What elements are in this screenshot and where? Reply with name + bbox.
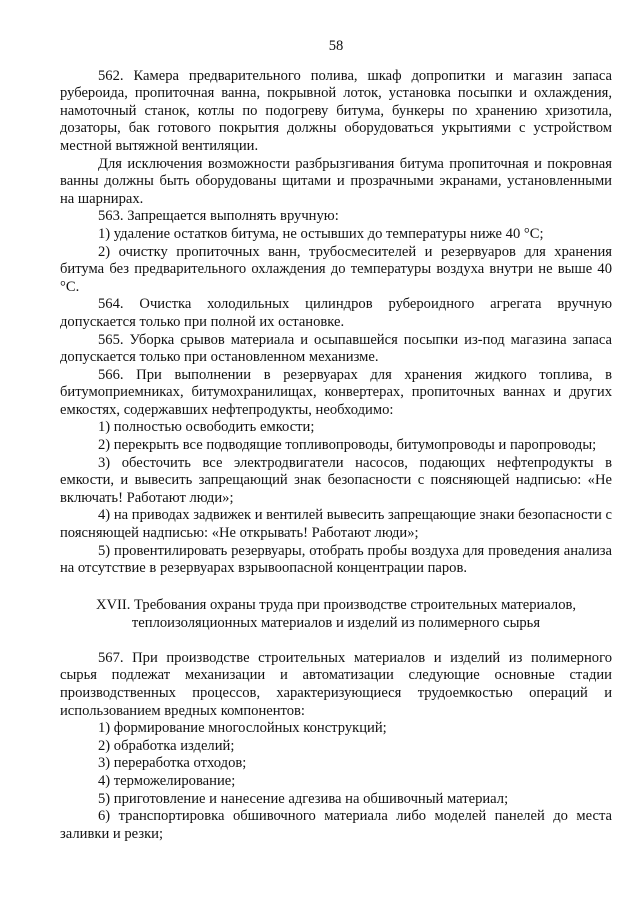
section-heading-line-1: XVII. Требования охраны труда при производстве строительных материалов, xyxy=(95,596,577,613)
paragraph-566: 566. При выполнении в резервуарах для хранения жидкого топлива, в битумоприемниках, битумохранилищах, конвертерах, пропиточных ваннах и других емкостях, содержавших нефтепродукты, необходимо: xyxy=(60,366,612,418)
list-item-563-1: 1) удаление остатков битума, не остывших до температуры ниже 40 °C; xyxy=(98,225,544,242)
text-block-items-562-566 xyxy=(60,68,612,578)
list-item-567-1: 1) формирование многослойных конструкций; xyxy=(98,720,387,737)
list-item-567-6: 6) транспортировка обшивочного материала либо моделей панелей до места заливки и резки; xyxy=(60,808,612,842)
list-item-566-2: 2) перекрыть все подводящие топливопроводы, битумопроводы и паропроводы; xyxy=(98,437,597,454)
paragraph-563: 563. Запрещается выполнять вручную: xyxy=(98,208,339,225)
paragraph-565: 565. Уборка срывов материала и осыпавшейся посыпки из-под магазина запаса допускается только при остановленном механизме. xyxy=(60,331,612,366)
paragraph-562: 562. Камера предварительного полива, шкаф допропитки и магазин запаса рубероида, пропиточная ванна, покрывной лоток, установка посыпки и охлаждения, намоточный станок, котлы по подогреву битума, бункеры по хранению хризотила, дозаторы, бак готового покрытия должны оборудоваться укрытиями с устройством местной вытяжной вентиляции. xyxy=(60,67,612,154)
list-item-566-3: 3) обесточить все электродвигатели насосов, подающих нефтепродукты в емкости, и вывесить запрещающий знак безопасности с поясняющей надписью: «Не включать! Работают люди»; xyxy=(60,454,612,506)
paragraph-567: 567. При производстве строительных материалов и изделий из полимерного сырья подлежат механизации и автоматизации следующие основные стадии производственных процессов, характеризующиеся трудоемкостью операций и использованием вредных компонентов: xyxy=(60,649,612,719)
section-heading-line-2: теплоизоляционных материалов и изделий из полимерного сырья xyxy=(131,614,541,631)
list-item-567-3: 3) переработка отходов; xyxy=(98,755,247,772)
section-heading-xvii xyxy=(60,596,612,632)
list-item-567-5: 5) приготовление и нанесение адгезива на обшивочный материал; xyxy=(98,790,509,807)
paragraph-562-note: Для исключения возможности разбрызгивания битума пропиточная и покровная ванны должны быть оборудованы щитами и прозрачными экранами, установленными на шарнирах. xyxy=(60,155,612,207)
list-item-566-4: 4) на приводах задвижек и вентилей вывесить запрещающие знаки безопасности с поясняющей надписью: «Не открывать! Работают люди»; xyxy=(60,507,612,542)
page-number: 58 xyxy=(328,38,344,54)
list-item-563-2: 2) очистку пропиточных ванн, трубосмесителей и резервуаров для хранения битума без предварительного охлаждения до температуры воздуха внутри не выше 40 °C. xyxy=(60,243,612,295)
list-item-566-1: 1) полностью освободить емкости; xyxy=(98,419,315,436)
list-item-567-2: 2) обработка изделий; xyxy=(98,737,235,754)
paragraph-564: 564. Очистка холодильных цилиндров рубероидного агрегата вручную допускается только при полной их остановке. xyxy=(60,296,612,330)
list-item-567-4: 4) терможелирование; xyxy=(98,772,236,789)
list-item-566-5: 5) провентилировать резервуары, отобрать пробы воздуха для проведения анализа на отсутствие в резервуарах взрывоопасной концентрации паров. xyxy=(60,542,612,577)
text-block-item-567 xyxy=(60,650,612,844)
